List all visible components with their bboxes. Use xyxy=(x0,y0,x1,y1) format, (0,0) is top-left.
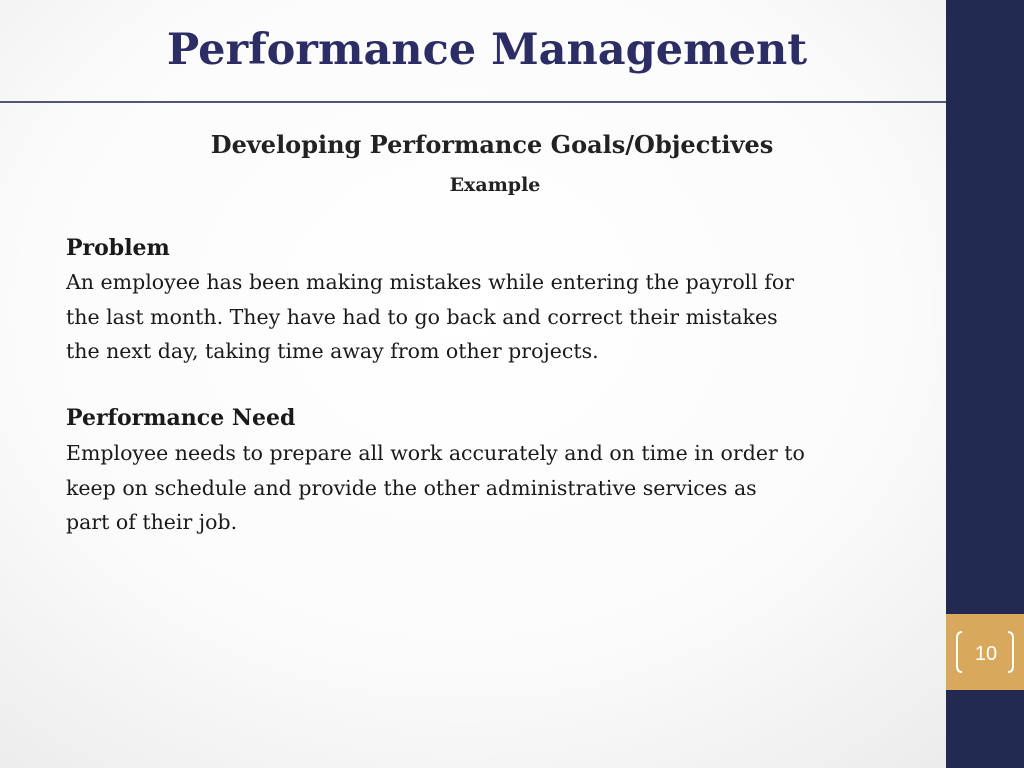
problem-line: the last month. They have had to go back and correct their mistakes xyxy=(66,304,778,329)
example-label: Example xyxy=(449,174,541,196)
performance-need-line: Employee needs to prepare all work accurately and on time in order to xyxy=(66,441,805,465)
problem-text xyxy=(66,265,926,369)
problem-heading: Problem xyxy=(66,235,170,261)
performance-need-text xyxy=(66,436,926,540)
performance-need-line: keep on schedule and provide the other administrative services as xyxy=(66,475,757,500)
problem-line: the next day, taking time away from other projects. xyxy=(66,339,599,363)
slide-subtitle: Developing Performance Goals/Objectives xyxy=(210,130,774,159)
performance-need-heading: Performance Need xyxy=(66,405,296,431)
title-divider xyxy=(0,101,946,103)
page-number: 10 xyxy=(974,643,998,665)
performance-need-line: part of their job. xyxy=(66,510,238,534)
slide-title: Performance Management xyxy=(166,25,808,75)
problem-line: An employee has been making mistakes while entering the payroll for xyxy=(66,270,795,294)
